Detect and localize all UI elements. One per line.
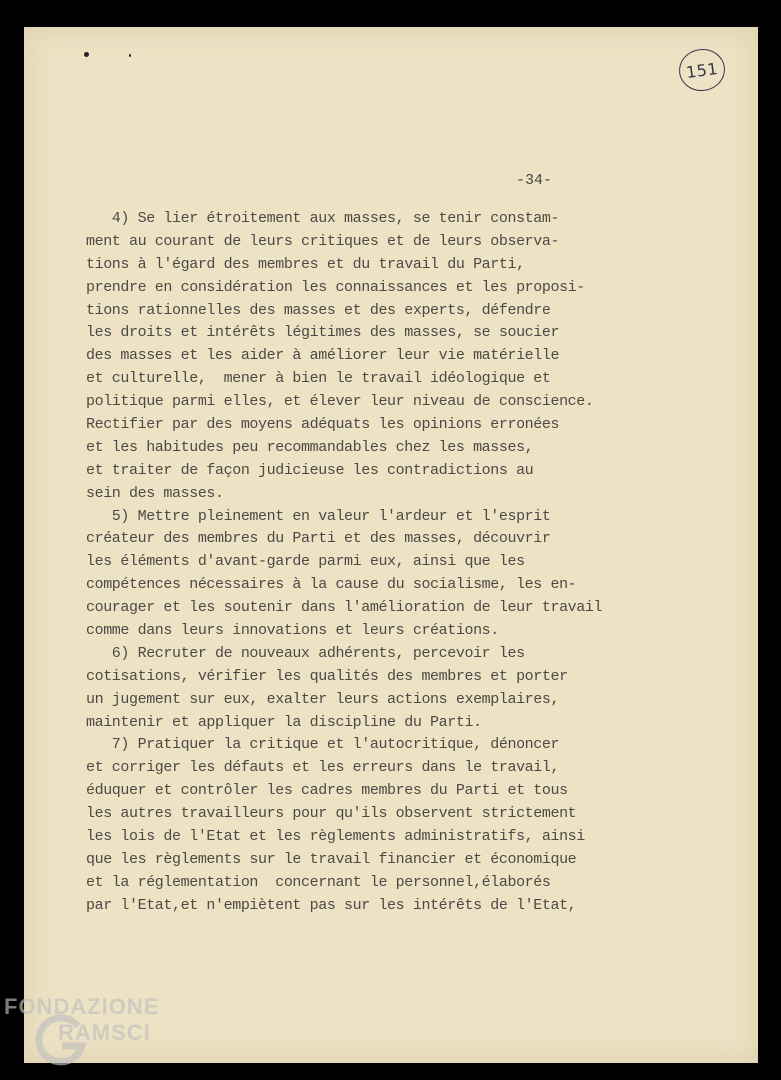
watermark-line-1: FONDAZIONE xyxy=(4,994,160,1019)
text-line: cotisations, vérifier les qualités des membres et porter xyxy=(86,667,568,685)
text-line: politique parmi elles, et élever leur niveau de conscience. xyxy=(86,393,594,411)
text-line: les éléments d'avant-garde parmi eux, ainsi que les xyxy=(86,553,525,571)
text-line: sein des masses. xyxy=(86,484,224,502)
text-line: que les règlements sur le travail financier et économique xyxy=(86,850,577,868)
text-line: des masses et les aider à améliorer leur vie matérielle xyxy=(86,347,560,365)
punch-hole-dot xyxy=(129,54,131,57)
text-line: Rectifier par des moyens adéquats les opinions erronées xyxy=(86,416,560,434)
text-line: 5) Mettre pleinement en valeur l'ardeur et l'esprit xyxy=(86,507,551,525)
text-line: par l'Etat,et n'empiètent pas sur les intérêts de l'Etat, xyxy=(86,896,577,914)
text-line: et la réglementation concernant le personnel,élaborés xyxy=(86,873,551,891)
text-line: maintenir et appliquer la discipline du Parti. xyxy=(86,713,482,731)
text-line: compétences nécessaires à la cause du socialisme, les en- xyxy=(86,576,577,594)
watermark-line-2: RAMSCI xyxy=(58,1020,151,1045)
text-line: 4) Se lier étroitement aux masses, se tenir constam- xyxy=(86,210,560,227)
text-line: tions à l'égard des membres et du travail du Parti, xyxy=(86,255,525,273)
text-line: comme dans leurs innovations et leurs créations. xyxy=(86,622,499,640)
text-line: prendre en considération les connaissances et les proposi- xyxy=(86,278,585,296)
text-line: et traiter de façon judicieuse les contradictions au xyxy=(86,461,534,479)
text-line: les lois de l'Etat et les règlements administratifs, ainsi xyxy=(86,828,585,846)
page-number: -34- xyxy=(516,172,553,189)
text-line: un jugement sur eux, exalter leurs actions exemplaires, xyxy=(86,690,560,708)
text-line: et corriger les défauts et les erreurs dans le travail, xyxy=(86,759,560,777)
text-line: ment au courant de leurs critiques et de leurs observa- xyxy=(86,232,560,250)
text-line: les autres travailleurs pour qu'ils observent strictement xyxy=(86,805,577,823)
text-line: courager et les soutenir dans l'amélioration de leur travail xyxy=(86,599,603,617)
archive-number: 151 xyxy=(684,58,720,82)
punch-hole-dot xyxy=(84,52,89,57)
document-body-text xyxy=(86,208,726,918)
text-line: éduquer et contrôler les cadres membres du Parti et tous xyxy=(86,782,568,800)
text-line: les droits et intérêts légitimes des masses, se soucier xyxy=(86,324,560,342)
text-line: et les habitudes peu recommandables chez les masses, xyxy=(86,438,534,456)
text-line: 6) Recruter de nouveaux adhérents, percevoir les xyxy=(86,644,525,662)
text-line: et culturelle, mener à bien le travail idéologique et xyxy=(86,370,551,388)
text-line: créateur des membres du Parti et des masses, découvrir xyxy=(86,530,551,548)
archive-number-stamp xyxy=(676,46,727,94)
text-line: tions rationnelles des masses et des experts, défendre xyxy=(86,301,551,319)
text-line: 7) Pratiquer la critique et l'autocritique, dénoncer xyxy=(86,736,560,754)
